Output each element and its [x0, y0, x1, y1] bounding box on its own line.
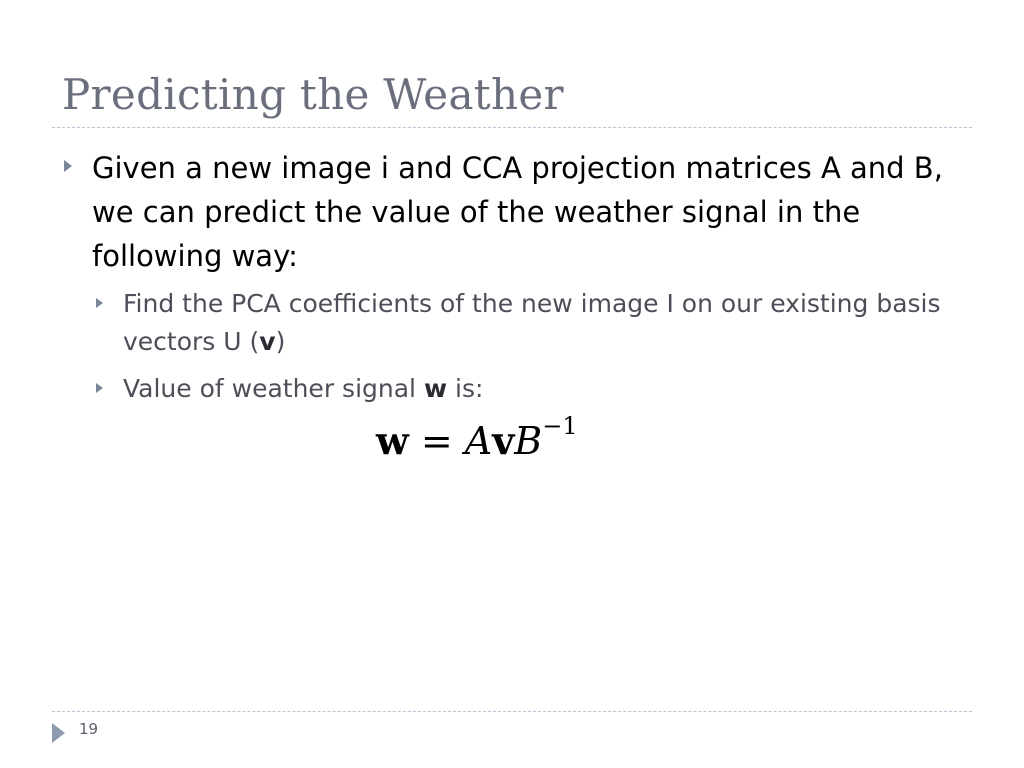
equation-equals: =	[420, 419, 453, 463]
equation-exponent: −1	[542, 412, 578, 440]
weather-equation	[376, 412, 578, 463]
sub-bullet-weather	[123, 370, 953, 408]
sub-bullet-pca-text: Find the PCA coefficients of the new image I on our existing basis vectors U (	[123, 289, 941, 356]
sub-bullet-arrow-icon	[96, 383, 103, 393]
play-triangle-icon	[52, 723, 65, 743]
sub-bullet-pca-after: )	[275, 327, 286, 356]
sub-bullet-weather-text: Value of weather signal	[123, 374, 424, 403]
bullet-arrow-icon	[64, 160, 72, 172]
sub-bullet-arrow-icon	[96, 298, 103, 308]
equation-w: w	[376, 418, 409, 463]
equation-v: v	[492, 418, 515, 463]
sub-bullet-weather-after: is:	[447, 374, 484, 403]
main-bullet-text: Given a new image i and CCA projection matrices A and B, we can predict the value of the weather signal in the following way:	[92, 151, 943, 273]
page-number: 19	[79, 720, 99, 738]
footer-divider	[52, 711, 972, 712]
sub-bullet-pca-bold: v	[259, 327, 276, 356]
equation-b: B	[514, 419, 543, 463]
sub-bullet-weather-bold: w	[423, 374, 448, 403]
sub-bullet-pca	[123, 285, 953, 361]
title-divider	[52, 127, 972, 128]
equation-a: A	[464, 419, 493, 463]
slide-title: Predicting the Weather	[62, 70, 564, 119]
